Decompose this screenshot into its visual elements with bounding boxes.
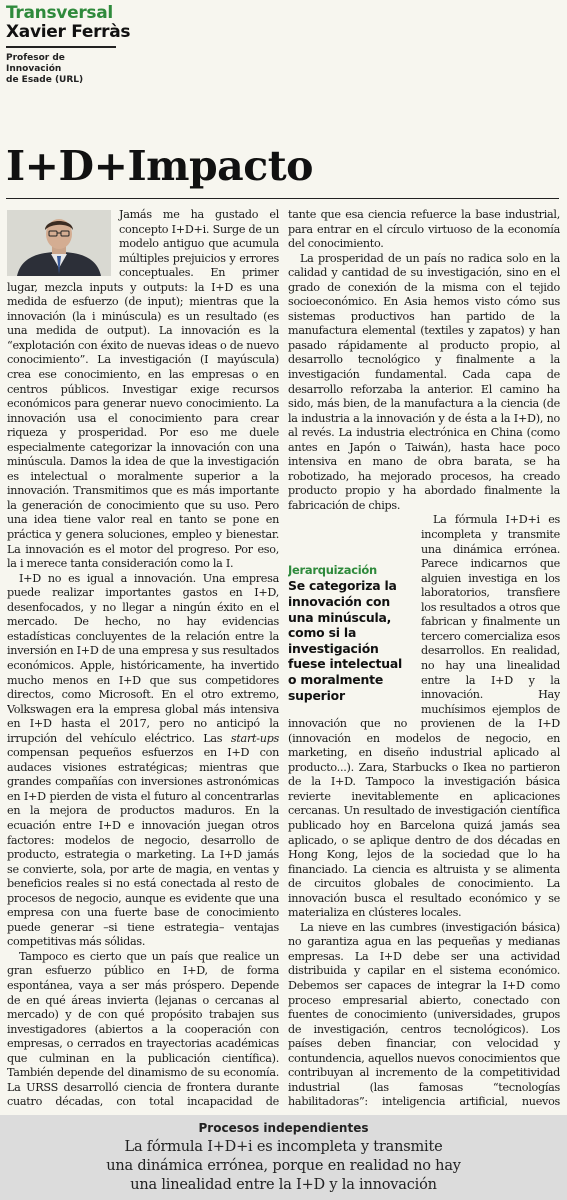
footer-text — [0, 1138, 567, 1195]
author-bio-line: de Esade (URL) — [6, 75, 84, 85]
article-column-2 — [288, 208, 560, 1108]
section-tag: Transversal — [6, 3, 113, 23]
article-paragraph — [7, 572, 279, 950]
footer-line: una linealidad entre la I+D y la innovación — [130, 1177, 437, 1193]
byline-block — [6, 4, 206, 86]
article-column-1 — [7, 208, 279, 1108]
pull-quote-tag: Jerarquización — [288, 563, 377, 578]
footer-title: Procesos independientes — [198, 1121, 369, 1135]
article-headline: I+D+Impacto — [6, 142, 313, 190]
article-paragraph: tante que esa ciencia refuerce la base industrial, para entrar en el círculo virtuoso de la economía del conocimiento. — [288, 208, 560, 251]
author-bio-line: Innovación — [6, 64, 62, 74]
paragraph-text: I+D no es igual a innovación. Una empresa puede realizar importantes gastos en I+D, desenfocados, y no llegar a ningún éxito en el mercado. De hecho, no hay evidencias estadísticas concluyentes de la relación entre la inversión en I+D de una empresa y sus resultados económicos. Apple, históricamente, ha invertido mucho menos en I+D que sus competidores directos, como Microsoft. En el otro extremo, Volkswagen era la empresa global más intensiva en I+D hasta el 2017, pero no anticipó la irrupción del vehículo eléctrico. Las — [7, 571, 279, 745]
author-photo — [7, 210, 111, 276]
footer-line: una dinámica errónea, porque en realidad no hay — [106, 1158, 461, 1174]
paragraph-text: compensan pequeños esfuerzos en I+D con audaces visiones estratégicas; mientras que grandes compañías con inversiones astronómicas en I+D pierden de vista el futuro al concentrarlas en la mejora de productos maduros. En la ecuación entre I+D e innovación juegan otros factores: modelos de negocio, desarrollo de producto, estrategia o marketing. La I+D jamás se convierte, sola, por arte de magia, en ventas y beneficios reales si no está conectada al resto de procesos de negocio, aunque es evidente que una empresa con una fuerte base de conocimiento puede generar –si tiene estrategia– ventajas competitivas más sólidas. — [7, 746, 279, 949]
pull-quote-text: Se categoriza la innovación con una minúscula, como si la investigación fuese intelectual o moralmente superior — [288, 578, 403, 703]
author-name: Xavier Ferràs — [6, 22, 131, 42]
article-paragraph: Tampoco es cierto que un país que realice un gran esfuerzo público en I+D, de forma espontánea, vaya a ser más próspero. Depende de en qué áreas invierta (lejanas o cercanas al mercado) y de con qué propósito trabajen sus investigadores (abiertos a la cooperación con empresas, o cerrados en trayectorias académicas que culminan en la publicación científica). También depende del dinamismo de su economía. La URSS desarrolló ciencia de frontera durante cuatro décadas, con total incapacidad de — [7, 949, 279, 1108]
article-paragraph: Jamás me ha gustado el concepto I+D+i. Surge de un modelo antiguo que acumula múltiples prejuicios y errores conceptuales. En primer lugar, mezcla inputs y outputs: la I+D es una medida de esfuerzo (de input); mientras que la innovación (la i minúscula) es un resultado (es una medida de output). La innovación es la “explotación con éxito de nuevas ideas o de nuevo conocimiento”. La investigación (I mayúscula) crea ese conocimiento, en las empresas o en centros públicos. Investigar exige recursos económicos para generar nuevo conocimiento. La innovación usa el conocimiento para crear riqueza y prosperidad. Por eso me duele especialmente categorizar la innovación con una minúscula. Damos la idea de que la investigación es intelectual o moralmente superior a la innovación. Transmitimos que es más importante la generación de conocimiento que su uso. Pero una idea tiene valor real en tanto se pone en práctica y genera soluciones, empleo y bienestar. La innovación es el motor del progreso. Por eso, la i merece tanta consideración como la I. — [7, 208, 279, 571]
author-bio — [6, 53, 206, 86]
emphasis-text: start-ups — [230, 731, 279, 745]
footer-line: La fórmula I+D+i es incompleta y transmite — [124, 1139, 443, 1155]
summary-footer — [0, 1115, 567, 1200]
headline-rule — [6, 198, 559, 199]
pull-quote — [288, 563, 413, 703]
author-bio-line: Profesor de — [6, 53, 65, 63]
article-paragraph: La nieve en las cumbres (investigación básica) no garantiza agua en las pequeñas y medianas empresas. La I+D debe ser una actividad distribuida y capilar en el sistema económico. Debemos ser capaces de integrar la I+D como proceso empresarial abierto, conectado con fuentes de conocimiento (universidades, grupos de investigación, centros tecnológicos). Los países deben financiar, con velocidad y contundencia, aquellos nuevos conocimientos que contribuyan al incremento de la competitividad industrial (las famosas “tecnologías habilitadoras”: inteligencia artificial, nuevos — [288, 920, 560, 1108]
byline-rule — [6, 46, 116, 48]
article-paragraph: La fórmula I+D+i es incompleta y transmite una dinámica errónea. Parece indicarnos que alguien investiga en los laboratorios, transfiere los resultados a otros que fabrican y finalmente un tercero comercializa esos desarrollos. En realidad, no hay una linealidad entre la I+D y la innovación. Hay muchísimos ejemplos de innovación que no provienen de la I+D (innovación en modelos de negocio, en marketing, en diseño industrial aplicado al producto...). Zara, Starbucks o Ikea no partieron de la I+D. Tampoco la investigación básica revierte inevitablemente en aplicaciones cercanas. Un resultado de investigación científica publicado hoy en Barcelona quizá jamás sea aplicado, o se aplique dentro de dos décadas en Hong Kong, lejos de la sociedad que lo ha financiado. La ciencia es altruista y se alimenta de circuitos globales de conocimiento. La innovación busca el resultado económico y se materializa en clústeres locales. — [288, 513, 560, 920]
article-paragraph: La prosperidad de un país no radica solo en la calidad y cantidad de su investigación, sino en el grado de conexión de la misma con el tejido socioeconómico. En Asia hemos visto cómo sus sistemas productivos han partido de la manufactura elemental (textiles y zapatos) y han pasado rápidamente al producto propio, al desarrollo tecnológico y finalmente a la investigación fundamental. Cada capa de desarrollo reforzaba la anterior. El camino ha sido, más bien, de la manufactura a la ciencia (de la industria a la innovación y de ésta a la I+D), no al revés. La industria electrónica en China (como antes en Japón o Taiwán), hasta hace poco intensiva en mano de obra barata, se ha robotizado, ha mejorado procesos, ha creado producto propio y ha abordado finalmente la fabricación de chips. — [288, 251, 560, 512]
